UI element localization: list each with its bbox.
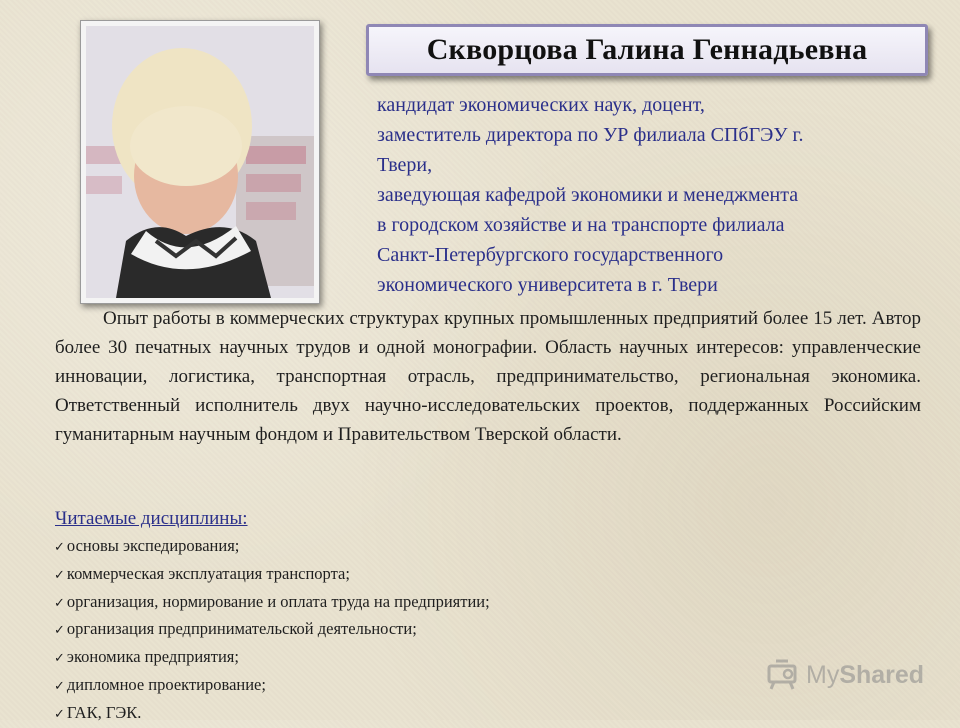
discipline-label: организация предпринимательской деятельности; <box>66 619 417 639</box>
portrait-illustration <box>86 26 314 298</box>
position-line: заведующая кафедрой экономики и менеджмента <box>377 184 799 206</box>
watermark-suffix: Shared <box>839 660 925 689</box>
discipline-label: коммерческая эксплуатация транспорта; <box>66 563 350 583</box>
disciplines-heading: Читаемые дисциплины: <box>55 508 248 529</box>
list-item <box>54 533 490 561</box>
position-line: в городском хозяйстве и на транспорте филиала <box>377 214 785 236</box>
list-item <box>54 700 490 728</box>
checkmark-icon: ✓ <box>54 623 65 639</box>
projector-icon <box>766 658 800 692</box>
discipline-label: дипломное проектирование; <box>66 674 266 694</box>
person-name: Скворцова Галина Геннадьевна <box>426 33 868 66</box>
position-line: заместитель директора по УР филиала СПбГЭУ г. <box>377 124 804 146</box>
discipline-label: основы экспедирования; <box>66 536 240 555</box>
disciplines-list <box>54 533 490 728</box>
list-item <box>54 561 490 589</box>
position-info <box>377 90 922 300</box>
biography-paragraph: Опыт работы в коммерческих структурах крупных промышленных предприятий более 15 лет. Автор более 30 печатных научных трудов и одной монографии. Область научных интересов: управленческие инновации, логистика, транспортная отрасль, предпринимательство, региональная экономика. Ответственный исполнитель двух научно-исследовательских проектов, поддержанных Российским гуманитарным научным фондом и Правительством Тверской области. <box>55 308 921 445</box>
list-item <box>54 644 490 672</box>
position-line: Твери, <box>377 154 433 176</box>
watermark-prefix: My <box>806 660 840 689</box>
checkmark-icon: ✓ <box>54 540 65 555</box>
checkmark-icon: ✓ <box>54 567 65 583</box>
checkmark-icon: ✓ <box>54 706 65 722</box>
checkmark-icon: ✓ <box>54 651 65 667</box>
myshared-watermark <box>766 657 924 693</box>
checkmark-icon: ✓ <box>54 678 65 694</box>
name-banner <box>366 24 928 76</box>
discipline-label: ГАК, ГЭК. <box>66 702 142 722</box>
list-item <box>54 672 490 700</box>
list-item <box>54 589 490 617</box>
checkmark-icon: ✓ <box>54 595 65 611</box>
list-item <box>54 616 490 644</box>
discipline-label: экономика предприятия; <box>66 647 239 667</box>
position-line: экономического университета в г. Твери <box>377 274 718 296</box>
watermark-text <box>806 661 924 690</box>
position-line: кандидат экономических наук, доцент, <box>377 94 705 116</box>
portrait-frame <box>80 20 320 304</box>
discipline-label: организация, нормирование и оплата труда на предприятии; <box>66 591 490 611</box>
position-line: Санкт-Петербургского государственного <box>377 244 724 266</box>
portrait-photo <box>86 26 314 298</box>
